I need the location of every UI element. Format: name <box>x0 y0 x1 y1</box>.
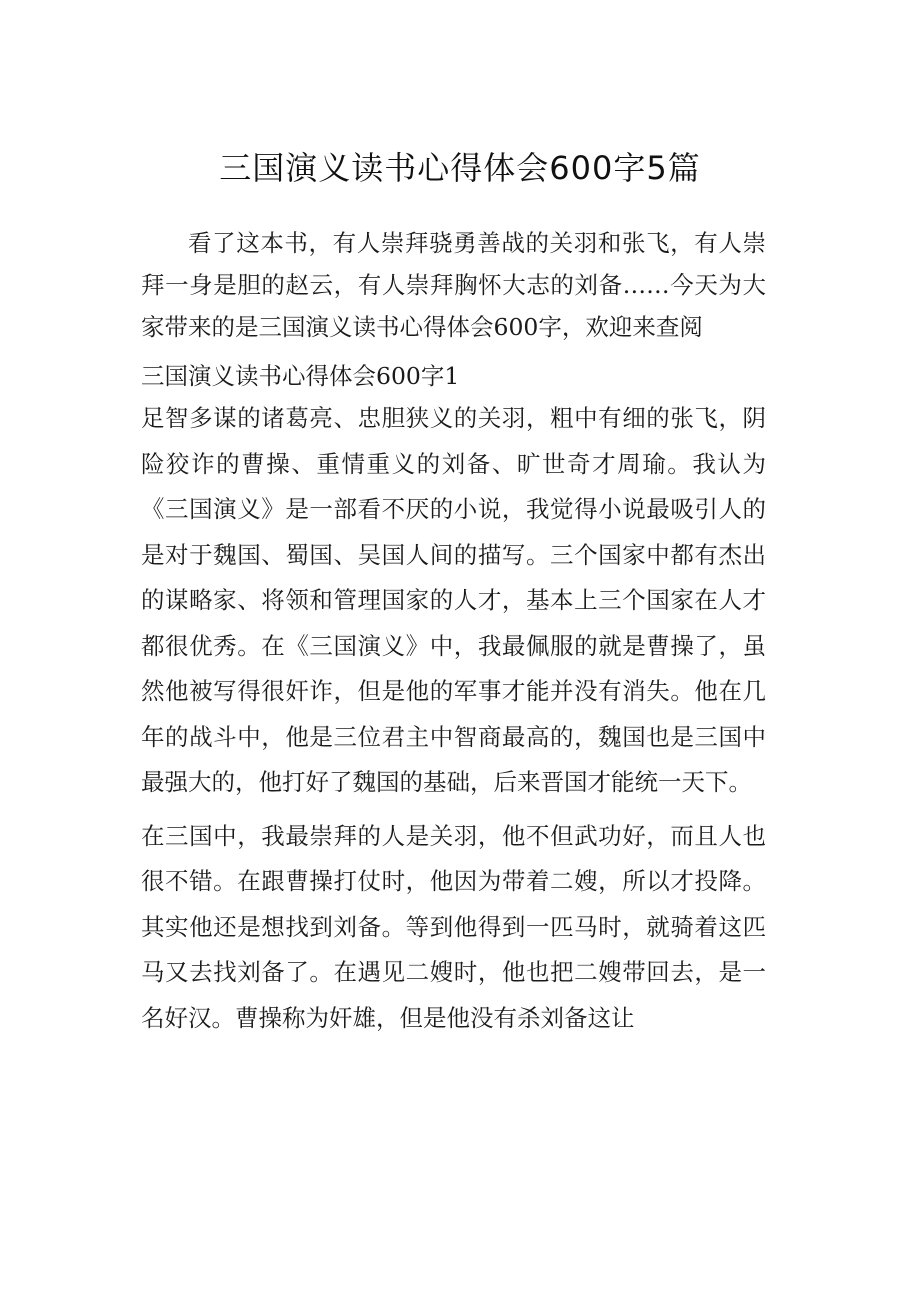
document-title: 三国演义读书心得体会600字5篇 <box>219 149 701 187</box>
body-paragraph-2: 在三国中，我最崇拜的人是关羽，他不但武功好，而且人也很不错。在跟曹操打仗时，他因为带着二嫂，所以才投降。其实他还是想找到刘备。等到他得到一匹马时，就骑着这匹马又去找刘备了。在遇见二嫂时，他也把二嫂带回去，是一名好汉。曹操称为奸雄，但是他没有杀刘备这让 <box>141 821 766 1032</box>
section-heading: 三国演义读书心得体会600字1 <box>141 362 460 390</box>
body-paragraph-1: 足智多谋的诸葛亮、忠胆狭义的关羽，粗中有细的张飞，阴险狡诈的曹操、重情重义的刘备、旷世奇才周瑜。我认为《三国演义》是一部看不厌的小说，我觉得小说最吸引人的是对于魏国、蜀国、吴国人间的描写。三个国家中都有杰出的谋略家、将领和管理国家的人才，基本上三个国家在人才都很优秀。在《三国演义》中，我最佩服的就是曹操了，虽然他被写得很奸诈，但是他的军事才能并没有消失。他在几年的战斗中，他是三位君主中智商最高的，魏国也是三国中最强大的，他打好了魏国的基础，后来晋国才能统一天下。 <box>141 404 766 796</box>
document-body <box>141 222 766 1041</box>
intro-paragraph: 看了这本书，有人崇拜骁勇善战的关羽和张飞，有人崇拜一身是胆的赵云，有人崇拜胸怀大志的刘备……今天为大家带来的是三国演义读书心得体会600字，欢迎来查阅 <box>141 229 766 341</box>
